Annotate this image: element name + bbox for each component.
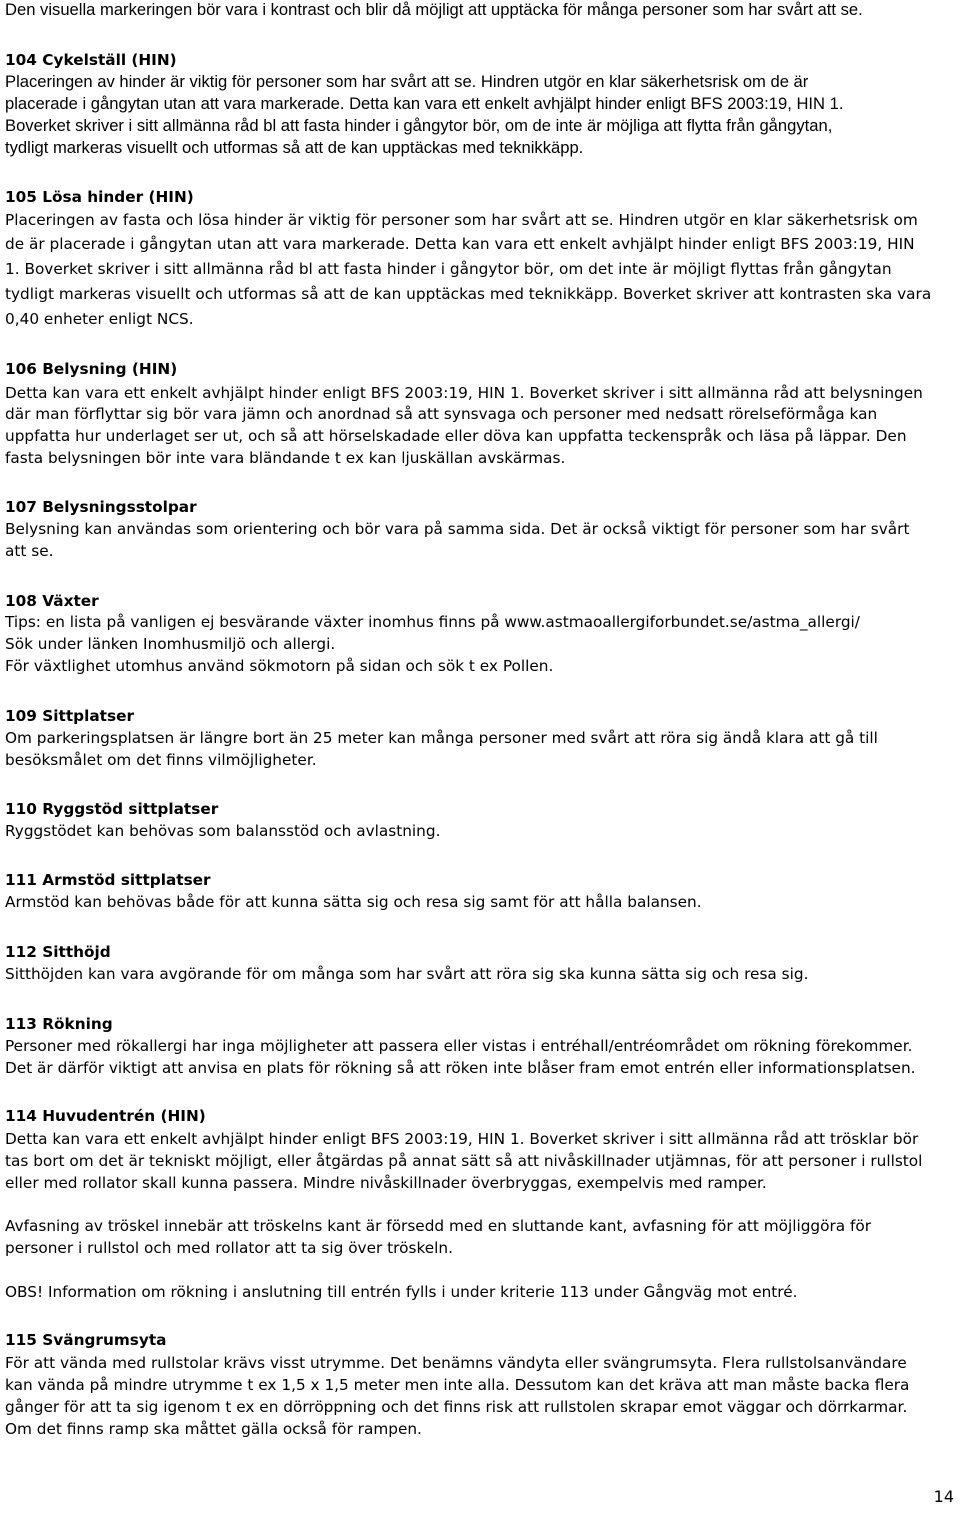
paragraph-line: Placeringen av fasta och lösa hinder är viktig för personer som har svårt att se. Hindren utgör en klar säkerhetsrisk om bbox=[5, 211, 918, 229]
paragraph-line: att se. bbox=[5, 542, 54, 560]
heading-108: 108 Växter bbox=[5, 592, 99, 610]
paragraph-line: de är placerade i gångytan utan att vara markerade. Detta kan vara ett enkelt avhjälpt hinder enligt BFS 2003:19, HIN bbox=[5, 235, 915, 253]
paragraph-line: fasta belysningen bör inte vara bländande t ex kan ljuskällan avskärmas. bbox=[5, 449, 566, 467]
paragraph-line: 1. Boverket skriver i sitt allmänna råd bl att fasta hinder i gångytor bör, om det inte är möjligt flyttas från gångytan bbox=[5, 260, 892, 278]
heading-107: 107 Belysningsstolpar bbox=[5, 498, 197, 516]
paragraph-line: Armstöd kan behövas både för att kunna sätta sig och resa sig samt för att hålla balansen. bbox=[5, 893, 702, 911]
heading-114: 114 Huvudentrén (HIN) bbox=[5, 1107, 206, 1125]
paragraph-line: tydligt markeras visuellt och utformas så att de kan upptäckas med teknikkäpp. Boverket skriver att kontrasten ska vara bbox=[5, 285, 932, 303]
paragraph-line: Belysning kan användas som orientering och bör vara på samma sida. Det är också viktigt för personer som har svårt bbox=[5, 520, 910, 538]
paragraph-line: gånger för att ta sig igenom t ex en dörröppning och det finns risk att rullstolen skrapar emot väggar och dörrkarmar. bbox=[5, 1398, 908, 1416]
paragraph-line: Sök under länken Inomhusmiljö och allergi. bbox=[5, 635, 336, 653]
paragraph-line: 0,40 enheter enligt NCS. bbox=[5, 310, 194, 328]
paragraph-line: placerade i gångytan utan att vara markerade. Detta kan vara ett enkelt avhjälpt hinder enligt BFS 2003:19, HIN 1. bbox=[5, 94, 844, 113]
heading-113: 113 Rökning bbox=[5, 1015, 113, 1033]
paragraph-line: Om det finns ramp ska måttet gälla också för rampen. bbox=[5, 1420, 422, 1438]
paragraph-line: Personer med rökallergi har inga möjligheter att passera eller vistas i entréhall/entréområdet om rökning förekommer. bbox=[5, 1037, 913, 1055]
paragraph-line: Placeringen av hinder är viktig för personer som har svårt att se. Hindren utgör en klar säkerhetsrisk om de är bbox=[5, 72, 809, 91]
heading-109: 109 Sittplatser bbox=[5, 707, 134, 725]
paragraph-line: Detta kan vara ett enkelt avhjälpt hinder enligt BFS 2003:19, HIN 1. Boverket skriver i sitt allmänna råd att trösklar bör bbox=[5, 1130, 919, 1148]
paragraph-line: Om parkeringsplatsen är längre bort än 25 meter kan många personer med svårt att röra sig ändå klara att gå till bbox=[5, 729, 878, 747]
paragraph-line: tas bort om det är tekniskt möjligt, eller åtgärdas på annat sätt så att nivåskillnader utjämnas, för att personer i rullstol bbox=[5, 1152, 923, 1170]
page-number: 14 bbox=[933, 1487, 954, 1506]
paragraph-line: Sitthöjden kan vara avgörande för om många som har svårt att röra sig ska kunna sätta sig och resa sig. bbox=[5, 965, 809, 983]
paragraph-line: Ryggstödet kan behövas som balansstöd och avlastning. bbox=[5, 822, 441, 840]
paragraph-line: Avfasning av tröskel innebär att tröskelns kant är försedd med en sluttande kant, avfasning för att möjliggöra för bbox=[5, 1217, 872, 1235]
heading-115: 115 Svängrumsyta bbox=[5, 1331, 167, 1349]
paragraph-line: Boverket skriver i sitt allmänna råd bl att fasta hinder i gångytor bör, om de inte är möjliga att flytta från gångytan, bbox=[5, 116, 833, 135]
paragraph-line: kan vända på mindre utrymme t ex 1,5 x 1,5 meter men inte alla. Dessutom kan det kräva att man måste backa flera bbox=[5, 1376, 910, 1394]
paragraph-line: eller med rollator skall kunna passera. Mindre nivåskillnader överbryggas, exempelvis med ramper. bbox=[5, 1174, 767, 1192]
paragraph-line: Tips: en lista på vanligen ej besvärande växter inomhus finns på www.astmaoallergiforbundet.se/astma_allergi/ bbox=[5, 613, 860, 631]
intro-paragraph: Den visuella markeringen bör vara i kontrast och blir då möjligt att upptäcka för många personer som har svårt att se. bbox=[5, 0, 863, 19]
paragraph-line: besöksmålet om det finns vilmöjligheter. bbox=[5, 751, 317, 769]
paragraph-line: uppfatta hur underlaget ser ut, och så att hörselskadade eller döva kan uppfatta teckenspråk och läsa på läppar. Den bbox=[5, 427, 907, 445]
paragraph-line: Detta kan vara ett enkelt avhjälpt hinder enligt BFS 2003:19, HIN 1. Boverket skriver i sitt allmänna råd att belysningen bbox=[5, 384, 923, 402]
heading-106: 106 Belysning (HIN) bbox=[5, 360, 178, 378]
paragraph-line: personer i rullstol och med rollator att ta sig över tröskeln. bbox=[5, 1239, 453, 1257]
paragraph-line: Det är därför viktigt att anvisa en plats för rökning så att röken inte blåser fram emot entrén eller informationsplatsen. bbox=[5, 1059, 916, 1077]
obs-note: OBS! Information om rökning i anslutning till entrén fylls i under kriterie 113 under Gångväg mot entré. bbox=[5, 1283, 798, 1301]
paragraph-line: tydligt markeras visuellt och utformas så att de kan upptäckas med teknikkäpp. bbox=[5, 138, 584, 157]
heading-111: 111 Armstöd sittplatser bbox=[5, 871, 211, 889]
paragraph-line: För växtlighet utomhus använd sökmotorn på sidan och sök t ex Pollen. bbox=[5, 657, 554, 675]
heading-104: 104 Cykelställ (HIN) bbox=[5, 51, 177, 69]
paragraph-line: där man förflyttar sig bör vara jämn och anordnad så att synsvaga och personer med nedsatt rörelseförmåga kan bbox=[5, 405, 878, 423]
heading-110: 110 Ryggstöd sittplatser bbox=[5, 800, 219, 818]
heading-112: 112 Sitthöjd bbox=[5, 943, 111, 961]
paragraph-line: För att vända med rullstolar krävs visst utrymme. Det benämns vändyta eller svängrumsyta. Flera rullstolsanvändare bbox=[5, 1354, 907, 1372]
heading-105: 105 Lösa hinder (HIN) bbox=[5, 188, 194, 206]
